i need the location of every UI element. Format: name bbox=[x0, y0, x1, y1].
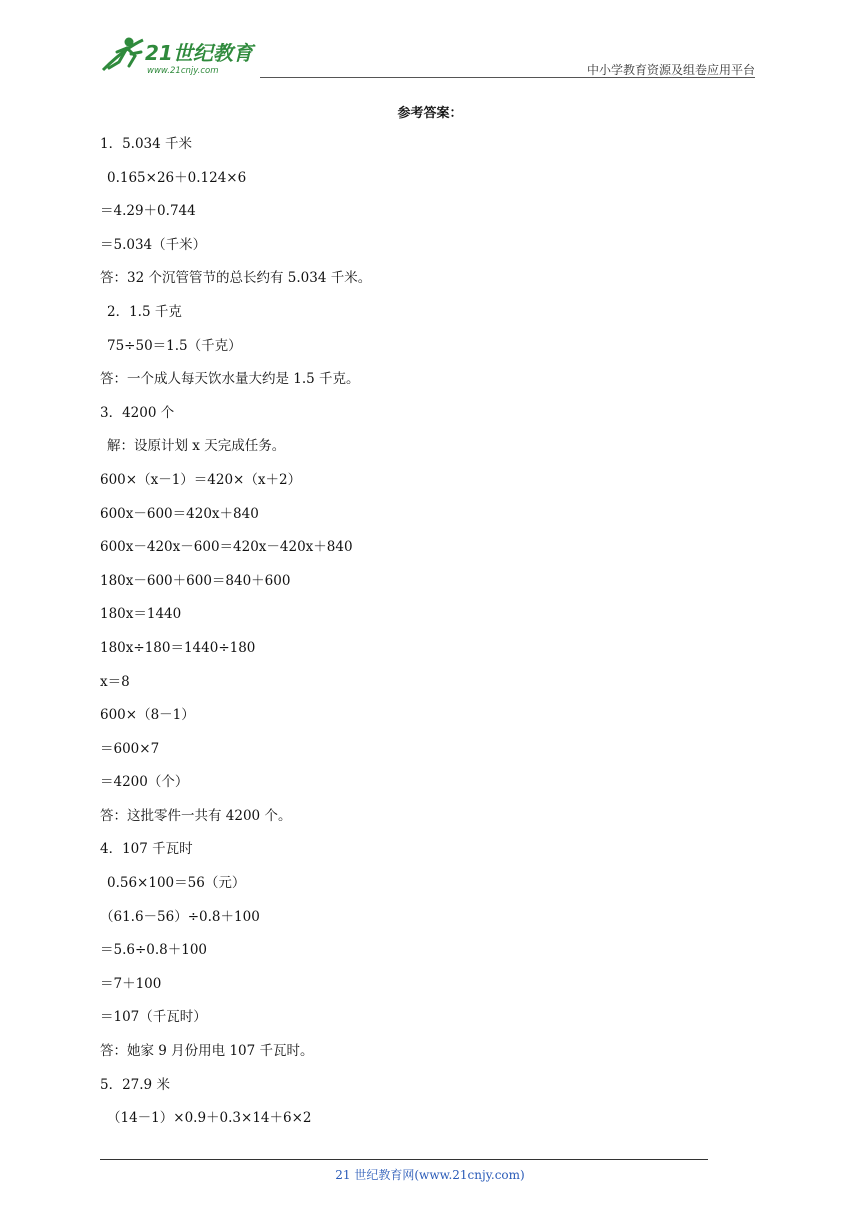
answer-line: 2．1.5 千克 bbox=[107, 303, 182, 320]
answer-line: ＝107（千瓦时） bbox=[100, 1009, 207, 1026]
page-title: 参考答案： bbox=[397, 106, 463, 121]
answer-line: 答：她家 9 月份用电 107 千瓦时。 bbox=[100, 1043, 314, 1060]
answer-line: 4．107 千瓦时 bbox=[100, 841, 193, 858]
21cnjy-logo bbox=[95, 30, 260, 78]
answer-line: 600×（x－1）＝420×（x＋2） bbox=[100, 471, 302, 488]
answer-line: ＝600×7 bbox=[100, 740, 160, 757]
answer-line: 180x＝1440 bbox=[100, 606, 182, 623]
answer-line: （61.6－56）÷0.8＋100 bbox=[100, 908, 260, 925]
answer-line: 3．4200 个 bbox=[100, 404, 175, 421]
header-divider bbox=[260, 77, 755, 78]
page-header bbox=[95, 30, 755, 80]
answer-line: x＝8 bbox=[100, 673, 130, 690]
answer-line: 0.56×100＝56（元） bbox=[107, 875, 246, 892]
footer-text: 21 世纪教育网(www.21cnjy.com) bbox=[335, 1168, 525, 1182]
platform-label: 中小学教育资源及组卷应用平台 bbox=[586, 63, 755, 77]
answer-line: （14－1）×0.9＋0.3×14＋6×2 bbox=[107, 1110, 312, 1127]
logo-url-text: www.21cnjy.com bbox=[147, 66, 219, 76]
answer-line: 1．5.034 千米 bbox=[100, 136, 193, 152]
answer-line: ＝7＋100 bbox=[100, 975, 162, 992]
answer-line: 0.165×26＋0.124×6 bbox=[107, 169, 247, 186]
answer-line: 答：32 个沉管管节的总长约有 5.034 千米。 bbox=[100, 270, 372, 287]
answer-line: 75÷50＝1.5（千克） bbox=[107, 337, 242, 354]
answer-body bbox=[100, 128, 760, 1136]
answer-line: ＝4.29＋0.744 bbox=[100, 203, 196, 220]
answer-line: 答：这批零件一共有 4200 个。 bbox=[100, 807, 292, 824]
answer-line: 600×（8－1） bbox=[100, 707, 195, 724]
answer-line: 600x－600＝420x＋840 bbox=[100, 505, 259, 522]
answer-line: ＝5.6÷0.8＋100 bbox=[100, 942, 208, 959]
answer-line: 答：一个成人每天饮水量大约是 1.5 千克。 bbox=[100, 371, 360, 388]
answer-line: 600x－420x－600＝420x－420x＋840 bbox=[100, 539, 353, 556]
footer-divider bbox=[100, 1159, 708, 1160]
answer-line: ＝4200（个） bbox=[100, 774, 189, 791]
answer-line: 5．27.9 米 bbox=[100, 1076, 170, 1093]
answer-line: ＝5.034（千米） bbox=[100, 236, 207, 253]
answer-line: 180x÷180＝1440÷180 bbox=[100, 639, 256, 656]
logo-text: 21世纪教育 bbox=[145, 41, 253, 65]
answer-line: 180x－600＋600＝840＋600 bbox=[100, 572, 291, 589]
answer-line: 解：设原计划 x 天完成任务。 bbox=[107, 438, 286, 455]
